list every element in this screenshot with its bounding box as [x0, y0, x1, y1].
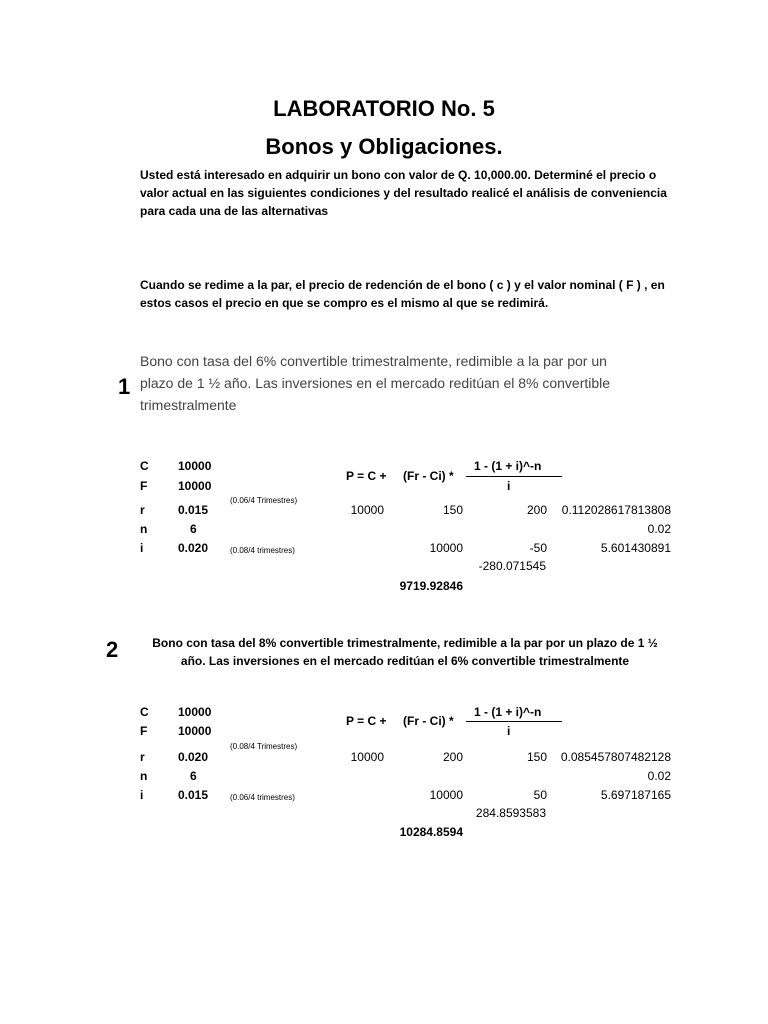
intro-paragraph: Usted está interesado en adquirir un bono con valor de Q. 10,000.00. Determiné el precio o valor actual en las siguientes condiciones y del resultado realicé el análisis de conveniencia para cada una de las alternativas	[140, 168, 667, 218]
var-value: 0.020	[178, 541, 209, 555]
formula-denominator: i	[507, 479, 511, 493]
rate-note: (0.08/4 trimestres)	[230, 546, 295, 555]
formula-numerator: 1 - (1 + i)^-n	[474, 705, 542, 719]
formula-diff: (Fr - Ci) *	[403, 714, 454, 728]
calc-value: -50	[529, 541, 547, 555]
problem-number: 2	[106, 637, 119, 662]
var-value: 10000	[178, 724, 212, 738]
problem-statement: Bono con tasa del 8% convertible trimestralmente, redimible a la par por un plazo de 1 ½ año. Las inversiones en el mercado reditúan el 6% convertible trimestralmente	[152, 636, 658, 668]
calc-value: 0.112028617813808	[561, 503, 671, 517]
final-price: 9719.92846	[399, 579, 463, 593]
formula-price: P = C +	[346, 469, 387, 483]
calc-value: 50	[533, 788, 547, 802]
var-label: n	[140, 769, 148, 783]
var-value: 6	[190, 769, 197, 783]
document-subtitle: Bonos y Obligaciones.	[265, 134, 503, 159]
var-label: F	[140, 724, 148, 738]
var-value: 10000	[178, 459, 212, 473]
calc-value: 10000	[350, 750, 384, 764]
var-value: 10000	[178, 705, 212, 719]
problem-statement: Bono con tasa del 6% convertible trimestralmente, redimible a la par por un plazo de 1 ½ año. Las inversiones en el mercado reditúan el 8% convertible trimestralmente	[140, 353, 611, 413]
calc-value: 10000	[350, 503, 384, 517]
calc-value: 0.085457807482128	[560, 750, 671, 764]
formula-diff: (Fr - Ci) *	[403, 469, 454, 483]
par-note-paragraph: Cuando se redime a la par, el precio de redención de el bono ( c ) y el valor nominal ( F ) , en estos casos el precio en que se compro es el mismo al que se redimirá.	[140, 278, 665, 310]
calc-value: 200	[442, 750, 463, 764]
var-value: 10000	[178, 479, 212, 493]
formula-price: P = C +	[346, 714, 387, 728]
calc-value: 200	[526, 503, 547, 517]
formula-numerator: 1 - (1 + i)^-n	[474, 459, 542, 473]
var-label: n	[140, 522, 148, 536]
calc-value: 5.601430891	[600, 541, 671, 555]
rate-note: (0.06/4 Trimestres)	[230, 496, 298, 505]
var-value: 0.015	[178, 503, 209, 517]
calc-value: 0.02	[647, 522, 671, 536]
partial-result: -280.071545	[478, 559, 546, 573]
rate-note: (0.06/4 trimestres)	[230, 793, 295, 802]
problem-number: 1	[118, 374, 131, 399]
var-value: 0.020	[178, 750, 209, 764]
calc-value: 0.02	[647, 769, 671, 783]
var-label: r	[140, 750, 145, 764]
rate-note: (0.08/4 Trimestres)	[230, 742, 298, 751]
var-label: C	[140, 459, 149, 473]
partial-result: 284.8593583	[475, 806, 546, 820]
var-label: i	[140, 541, 144, 555]
var-value: 0.015	[178, 788, 209, 802]
calc-value: 150	[442, 503, 463, 517]
var-label: i	[140, 788, 144, 802]
var-label: C	[140, 705, 149, 719]
fraction-line	[466, 721, 562, 722]
var-label: r	[140, 503, 145, 517]
calc-value: 5.697187165	[600, 788, 671, 802]
var-value: 6	[190, 522, 197, 536]
calc-value: 10000	[429, 788, 463, 802]
fraction-line	[466, 476, 562, 477]
formula-denominator: i	[507, 724, 511, 738]
final-price: 10284.8594	[399, 825, 463, 839]
calc-value: 150	[526, 750, 547, 764]
document-title: LABORATORIO No. 5	[273, 96, 495, 121]
calc-value: 10000	[429, 541, 463, 555]
var-label: F	[140, 479, 148, 493]
